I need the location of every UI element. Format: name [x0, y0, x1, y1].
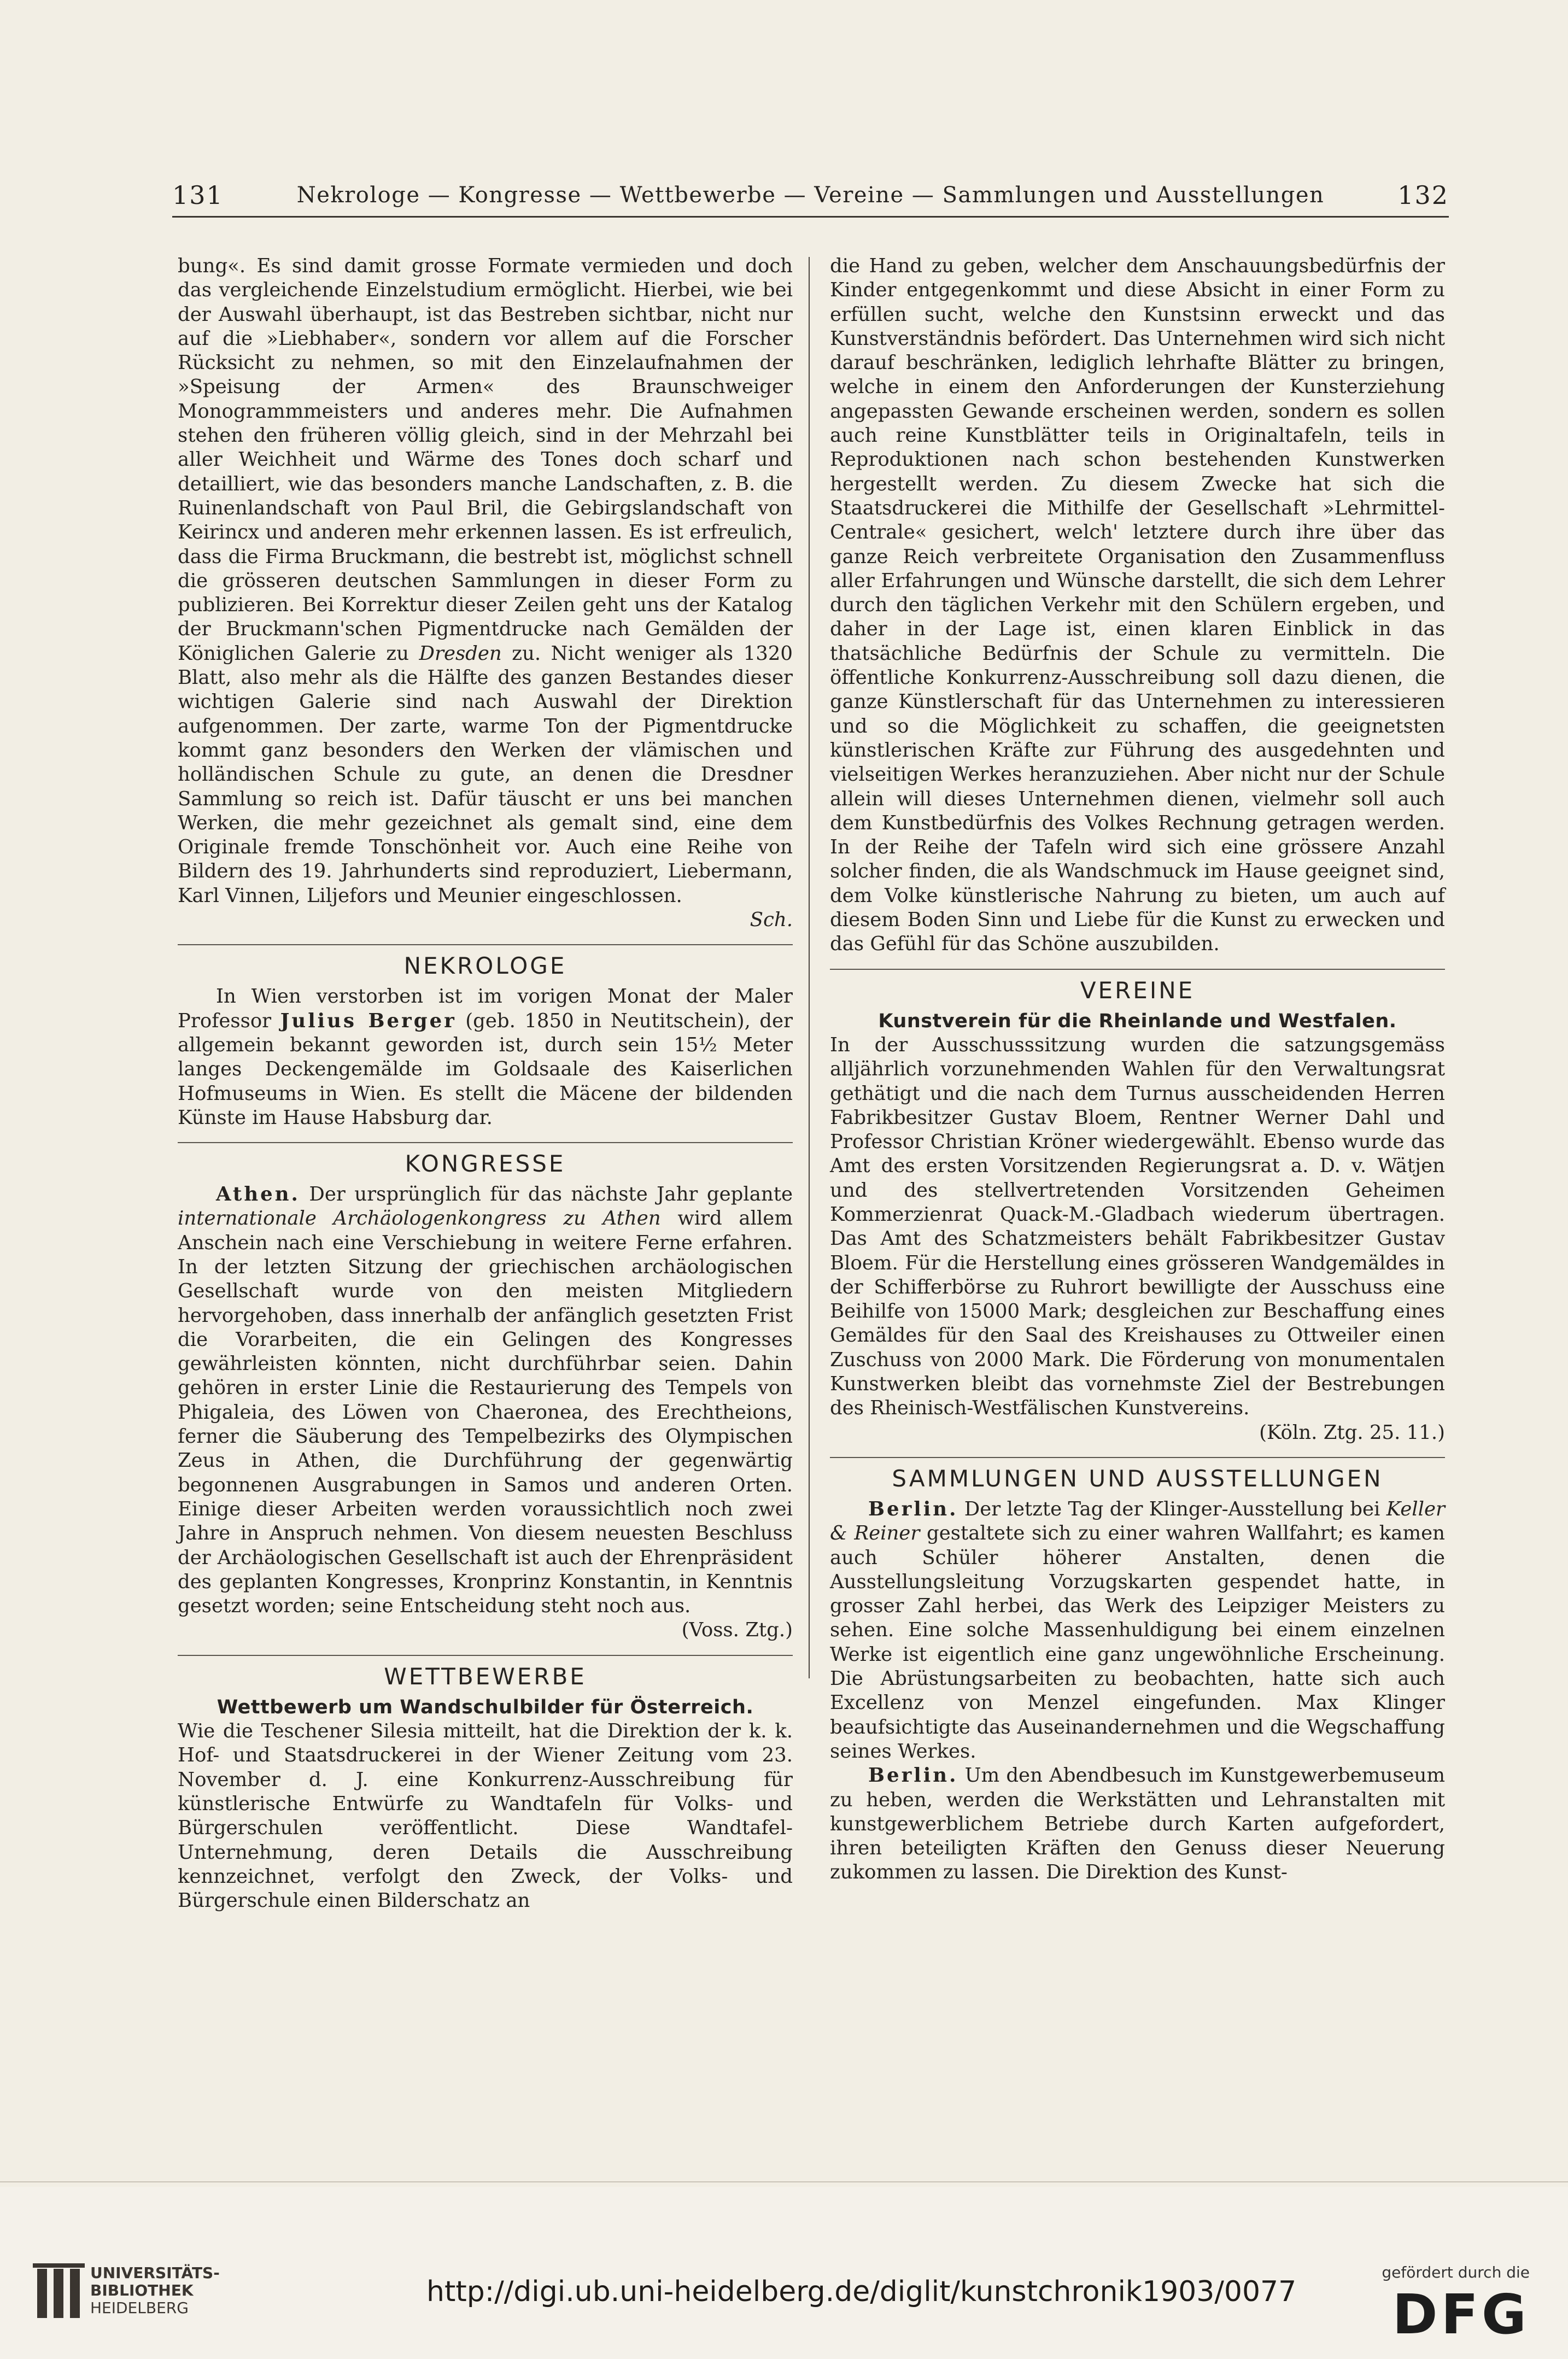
sammlungen-place-2: Berlin.	[868, 1764, 958, 1787]
left-column	[178, 254, 793, 1913]
section-nekrologe	[178, 944, 793, 981]
nekrologe-name: Julius Berger	[280, 1009, 457, 1032]
intro-italic-dresden: Dresden	[419, 642, 502, 665]
page-number-left: 131	[172, 180, 224, 210]
nekrologe-text-b: (geb. 1850 in Neutitschein), der allgemein bekannt geworden ist, durch sein 15½ Meter langes Deckengemälde im Goldsaale des Kaiserlichen Hofmuseums in Wien. Es stellt die Mäcene der bildenden Künste im Hause Habsburg dar.	[178, 1009, 793, 1129]
kongresse-paragraph	[178, 1183, 793, 1618]
sammlungen-text-1b: gestaltete sich zu einer wahren Wallfahrt; es kamen auch Schüler höherer Anstalten, denen die Ausstellungsleitung Vorzugskarten gespendet hatte, in grosser Zahl herbei, das Werk des Leipziger Meisters zu sehen. Eine solche Massenhuldigung bei einem einzelnen Werke ist eigentlich eine ganz ungewöhnliche Erscheinung. Die Abrüstungsarbeiten zu beobachten, hatte sich auch Excellenz von Menzel eingefunden. Max Klinger beaufsichtigte das Auseinandernehmen und die Wegschaffung seines Werkes.	[830, 1522, 1446, 1763]
sammlungen-paragraph-1	[830, 1497, 1445, 1764]
continuation-paragraph: die Hand zu geben, welcher dem Anschauungsbedürfnis der Kinder entgegenkommt und diese Absicht in einer Form zu erfüllen sucht, welche den Kunstsinn erweckt und das Kunstverständnis befördert. Das Unternehmen wird sich nicht darauf beschränken, lediglich lehrhafte Blätter zu bringen, welche in einem den Anforderungen der Kunsterziehung angepassten Gewande erscheinen werden, sondern es sollen auch reine Kunstblätter teils in Originaltafeln, teils in Reproduktionen nach schon bestehenden Kunstwerken hergestellt werden. Zu diesem Zwecke hat sich die Staatsdruckerei die Mithilfe der Gesellschaft »Lehrmittel-Centrale« gesichert, welch' letztere durch ihre über das ganze Reich verbreitete Organisation den Zusammenfluss aller Erfahrungen und Wünsche darstellt, die sich dem Lehrer durch den täglichen Verkehr mit den Schülern ergeben, und daher in der Lage ist, einen klaren Einblick in das thatsächliche Bedürfnis der Schule zu vermitteln. Die öffentliche Konkurrenz-Ausschreibung soll dazu dienen, die ganze Künstlerschaft für das Unternehmen zu interessieren und so die Möglichkeit zu schaffen, die geeignetsten künstlerischen Kräfte zur Führung des ausgedehnten und vielseitigen Werkes heranzuziehen. Aber nicht nur der Schule allein will dieses Unternehmen dienen, vielmehr soll auch dem Kunstbedürfnis des Volkes Rechnung getragen werden. In der Reihe der Tafeln wird sich eine grössere Anzahl solcher finden, die als Wandschmuck im Hause geeignet sind, dem Volke künstlerische Nahrung zu bieten, um auch auf diesem Boden Sinn und Liebe für die Kunst zu erwecken und das Gefühl für das Schöne auszubilden.	[830, 255, 1445, 956]
heading-sammlungen: SAMMLUNGEN UND AUSSTELLUNGEN	[892, 1465, 1383, 1492]
intro-paragraph	[178, 254, 793, 908]
section-wettbewerbe	[178, 1655, 793, 1692]
vereine-cite-text: (Köln. Ztg. 25. 11.)	[1259, 1421, 1445, 1444]
vereine-subheading: Kunstverein für die Rheinlande und Westfalen.	[878, 1010, 1397, 1032]
library-emblem-icon	[33, 2263, 85, 2323]
column-divider	[809, 257, 810, 1678]
intro-signature	[178, 908, 793, 932]
permalink-url[interactable]: http://digi.ub.uni-heidelberg.de/diglit/kunstchronik1903/0077	[426, 2275, 1297, 2308]
library-name	[90, 2264, 220, 2317]
sammlungen-text-2: Um den Abendbesuch im Kunstgewerbemuseum zu heben, werden die Werkstätten und Lehranstalten mit kunstgewerblichem Betriebe durch Karten aufgefordert, ihren beteiligten Kräften den Genuss dieser Neuerung zukommen zu lassen. Die Direktion des Kunst-	[830, 1764, 1445, 1884]
kongresse-place: Athen.	[216, 1183, 300, 1206]
wettbewerbe-subheading: Wettbewerb um Wandschulbilder für Österreich.	[217, 1696, 754, 1718]
library-logo[interactable]	[33, 2263, 241, 2329]
kongresse-cite-text: (Voss. Ztg.)	[681, 1619, 793, 1642]
page-number-right: 132	[1397, 180, 1449, 210]
heading-vereine: VEREINE	[1080, 976, 1195, 1004]
section-rule	[178, 944, 793, 945]
header-rule	[172, 216, 1449, 218]
wettbewerbe-paragraph: Wie die Teschener Silesia mitteilt, hat die Direktion der k. k. Hof- und Staatsdruckerei in der Wiener Zeitung vom 23. November d. J. eine Konkurrenz-Ausschreibung für künstlerische Entwürfe zu Wandtafeln für Volks- und Bürgerschulen veröffentlicht. Diese Wandtafel-Unternehmung, deren Details die Ausschreibung kennzeichnet, verfolgt den Zweck, der Volks- und Bürgerschule einen Bilderschatz an	[178, 1720, 793, 1912]
kongresse-text-a: Der ursprünglich für das nächste Jahr geplante	[300, 1183, 793, 1206]
right-column	[830, 254, 1445, 1885]
section-rule	[830, 1457, 1445, 1458]
kongresse-text-b: wird allem Anschein nach eine Verschiebung in weitere Ferne erfahren. In der letzten Sitzung der griechischen archäologischen Gesellschaft wurde von den meisten Mitgliedern hervorgehoben, dass innerhalb der anfänglich gesetzten Frist die Vorarbeiten, die ein Gelingen des Kongresses gewährleisten könnten, nicht durchführbar seien. Dahin gehören in erster Linie die Restaurierung des Tempels von Phigaleia, des Löwen von Chaeronea, des Erechtheions, ferner die Säuberung des Tempelbezirks des Olympischen Zeus in Athen, die Durchführung der gegenwärtig begonnenen Ausgrabungen in Samos und anderen Orten. Einige dieser Arbeiten werden voraussichtlich noch zwei Jahre in Anspruch nehmen. Von diesem neuesten Beschluss der Archäologischen Gesellschaft ist auch der Ehrenpräsident des geplanten Kongresses, Kronprinz Konstantin, in Kenntnis gesetzt worden; seine Entscheidung steht noch aus.	[178, 1207, 793, 1618]
running-title: Nekrologe — Kongresse — Wettbewerbe — Vereine — Sammlungen und Ausstellungen	[296, 183, 1325, 208]
nekrologe-text-a: In Wien verstorben ist im vorigen Monat der Maler Professor	[178, 985, 793, 1032]
vereine-citation	[830, 1421, 1445, 1445]
dfg-logo: DFG	[1392, 2282, 1530, 2346]
vereine-paragraph: In der Ausschusssitzung wurden die satzungsgemäss alljährlich vorzunehmenden Wahlen für den Verwaltungsrat gethätigt und die nach dem Turnus ausscheidenden Herren Fabrikbesitzer Gustav Bloem, Rentner Werner Dahl und Professor Christian Kröner wiedergewählt. Ebenso wurde das Amt des ersten Vorsitzenden Regierungsrat a. D. v. Wätjen und des stellvertretenden Vorsitzenden Geheimen Kommerzienrat Quack-M.-Gladbach wiederum übertragen. Das Amt des Schatzmeisters behält Fabrikbesitzer Gustav Bloem. Für die Herstellung eines grösseren Wandgemäldes in der Schifferbörse zu Ruhrort bewilligte der Ausschuss eine Beihilfe von 15000 Mark; desgleichen zur Beschaffung eines Gemäldes für den Saal des Kreishauses zu Ottweiler einen Zuschuss von 2000 Mark. Die Förderung von monumentalen Kunstwerken bleibt das vornehmste Ziel der Bestrebungen des Rheinisch-Westfälischen Kunstvereins.	[830, 1033, 1445, 1420]
heading-wettbewerbe: WETTBEWERBE	[384, 1663, 587, 1690]
sammlungen-italic: Keller & Reiner	[830, 1497, 1445, 1545]
section-kongresse	[178, 1142, 793, 1179]
heading-kongresse: KONGRESSE	[405, 1150, 566, 1178]
footer-bar	[0, 2187, 1568, 2359]
heading-nekrologe: NEKROLOGE	[403, 952, 567, 980]
library-line-1: UNIVERSITÄTS-	[90, 2264, 220, 2282]
funder-block[interactable]	[1377, 2263, 1530, 2345]
section-rule	[178, 1142, 793, 1143]
sammlungen-place-1: Berlin.	[868, 1497, 958, 1520]
sammlungen-paragraph-2	[830, 1764, 1445, 1884]
sammlungen-text-1a: Der letzte Tag der Klinger-Ausstellung bei	[958, 1497, 1386, 1520]
nekrologe-paragraph	[178, 985, 793, 1130]
section-rule	[178, 1655, 793, 1656]
running-head	[172, 180, 1449, 213]
intro-text-a: bung«. Es sind damit grosse Formate vermieden und doch das vergleichende Einzelstudium ermöglicht. Hierbei, wie bei der Auswahl überhaupt, ist das Bestreben sichtbar, nicht nur auf die »Liebhaber«, sondern vor allem auf die Forscher Rücksicht zu nehmen, so mit den Einzelaufnahmen der »Speisung der Armen« des Braunschweiger Monogrammmeisters und anderes mehr. Die Aufnahmen stehen den früheren völlig gleich, sind in der Mehrzahl bei aller Weichheit und Wärme des Tones doch scharf und detailliert, wie das besonders manche Landschaften, z. B. die Ruinenlandschaft von Paul Bril, die Gebirgslandschaft von Keirincx und anderen mehr erkennen lassen. Es ist erfreulich, dass die Firma Bruckmann, die bestrebt ist, möglichst schnell die grösseren deutschen Sammlungen in dieser Form zu publizieren. Bei Korrektur dieser Zeilen geht uns der Katalog der Bruckmann'schen Pigmentdrucke nach Gemälden der Königlichen Galerie zu	[178, 255, 793, 665]
library-line-2: BIBLIOTHEK	[90, 2281, 194, 2299]
library-line-3: HEIDELBERG	[90, 2299, 189, 2317]
kongresse-citation	[178, 1618, 793, 1642]
section-sammlungen	[830, 1457, 1445, 1494]
signature-text: Sch.	[750, 909, 793, 932]
kongresse-italic: internationale Archäologenkongress zu Athen	[178, 1207, 661, 1230]
intro-text-b: zu. Nicht weniger als 1320 Blatt, also mehr als die Hälfte des ganzen Bestandes dieser wichtigen Galerie sind nach Auswahl der Direktion aufgenommen. Der zarte, warme Ton der Pigmentdrucke kommt ganz besonders den Werken der vlämischen und holländischen Schule zu gute, an denen die Dresdner Sammlung so reich ist. Dafür täuscht er uns bei manchen Werken, die mehr gezeichnet als gemalt sind, eine dem Originale fremde Tonschönheit vor. Auch eine Reihe von Bildern des 19. Jahrhunderts sind reproduziert, Liebermann, Karl Vinnen, Liljefors und Meunier eingeschlossen.	[178, 642, 793, 907]
section-rule	[830, 969, 1445, 970]
section-vereine	[830, 969, 1445, 1006]
footer-rule	[0, 2181, 1568, 2182]
funded-by-text: gefördert durch die	[1382, 2263, 1530, 2281]
